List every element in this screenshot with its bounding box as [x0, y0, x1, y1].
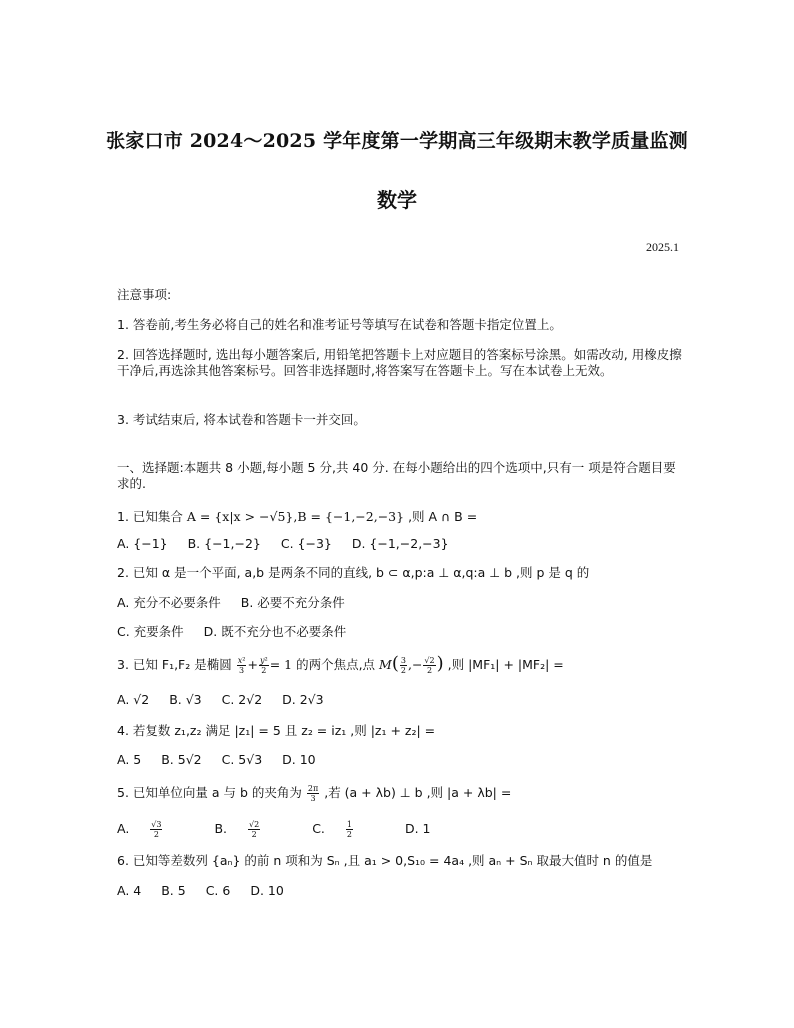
exam-title: 张家口市 2024～2025 学年度第一学期高三年级期末教学质量监测 [106, 130, 688, 152]
q4-option-c: C. 5√3 [221, 752, 263, 767]
q1-option-a: A. {−1} [117, 536, 168, 551]
q3-tail: ,则 |MF₁| + |MF₂| = [447, 657, 564, 672]
q1-option-c: C. {−3} [280, 536, 332, 551]
q3-mid: 的两个焦点,点 [296, 657, 376, 672]
q3-option-a: A. √2 [117, 692, 150, 707]
q6-option-a: A. 4 [117, 883, 142, 898]
q5-lead: 5. 已知单位向量 a 与 b 的夹角为 [117, 785, 302, 800]
q5-options [117, 820, 682, 839]
q5-option-a: A. $\frac{√3}{2}$ [117, 820, 162, 839]
q5-tail: ,若 (a + λb) ⊥ b ,则 |a + λb| = [324, 785, 512, 800]
q3-lead: 3. 已知 F₁,F₂ 是椭圆 [117, 657, 232, 672]
q5-option-c: C. $\frac{1}{2}$ [312, 820, 352, 839]
question-5 [117, 784, 682, 803]
question-3 [117, 653, 682, 675]
q3-option-d: D. 2√3 [282, 692, 324, 707]
q6-option-c: C. 6 [205, 883, 231, 898]
notice-item-2: 2. 回答选择题时, 选出每小题答案后, 用铅笔把答题卡上对应题目的答案标号涂黑。如需改动, 用橡皮擦干净后,再选涂其他答案标号。回答非选择题时,将答案写在答题卡上。写在本试卷上无效。 [117, 347, 682, 378]
q1-options [117, 536, 682, 552]
q5-option-d: D. 1 [404, 821, 431, 836]
q6-option-b: B. 5 [161, 883, 186, 898]
q2-options-row2 [117, 624, 682, 640]
exam-date: 2025.1 [646, 240, 679, 254]
q5-option-b: B. $\frac{√2}{2}$ [214, 820, 260, 839]
q1-tail: ,则 A ∩ B = [408, 509, 478, 524]
q3-option-b: B. √3 [169, 692, 202, 707]
notice-item-1: 1. 答卷前,考生务必将自己的姓名和准考证号等填写在试卷和答题卡指定位置上。 [117, 317, 562, 332]
question-1 [117, 509, 682, 525]
q6-option-d: D. 10 [250, 883, 284, 898]
q1-expression: A = {x|x > −√5},B = {−1,−2,−3} [186, 509, 405, 524]
q4-options [117, 752, 682, 768]
q1-option-d: D. {−1,−2,−3} [351, 536, 449, 551]
notice-heading: 注意事项: [117, 287, 172, 302]
q2-option-d: D. 既不充分也不必要条件 [203, 624, 347, 639]
notice-item-3: 3. 考试结束后, 将本试卷和答题卡一并交回。 [117, 412, 366, 427]
q1-number: 1. 已知集合 [117, 509, 183, 524]
q3-point-m: M( $\frac{3}{2}$ ,− $\frac{√2}{2}$ ) [379, 653, 444, 675]
q2-option-c: C. 充要条件 [117, 624, 184, 639]
q4-option-a: A. 5 [117, 752, 142, 767]
section-heading: 一、选择题:本题共 8 小题,每小题 5 分,共 40 分. 在每小题给出的四个选项中,只有一 项是符合题目要求的. [117, 460, 676, 491]
q1-option-b: B. {−1,−2} [187, 536, 261, 551]
q3-ellipse-equation: $\frac{\text{x²}}{3}$ + $\frac{\text{y²}}{2}$ = 1 [237, 656, 297, 675]
q4-option-b: B. 5√2 [161, 752, 202, 767]
q5-angle: $\frac{2\pi}{3}$ [307, 784, 319, 803]
q2-option-b: B. 必要不充分条件 [240, 595, 345, 610]
subject-title: 数学 [377, 188, 417, 212]
q3-options [117, 692, 682, 708]
question-2: 2. 已知 α 是一个平面, a,b 是两条不同的直线, b ⊂ α,p:a ⊥ α,q:a ⊥ b ,则 p 是 q 的 [117, 565, 590, 580]
q2-options-row1 [117, 595, 682, 611]
q2-option-a: A. 充分不必要条件 [117, 595, 221, 610]
q3-option-c: C. 2√2 [221, 692, 263, 707]
q4-option-d: D. 10 [282, 752, 316, 767]
question-4: 4. 若复数 z₁,z₂ 满足 |z₁| = 5 且 z₂ = iz₁ ,则 |z₁ + z₂| = [117, 723, 436, 738]
question-6: 6. 已知等差数列 {aₙ} 的前 n 项和为 Sₙ ,且 a₁ > 0,S₁₀ = 4a₄ ,则 aₙ + Sₙ 取最大值时 n 的值是 [117, 853, 653, 868]
q6-options [117, 883, 682, 899]
